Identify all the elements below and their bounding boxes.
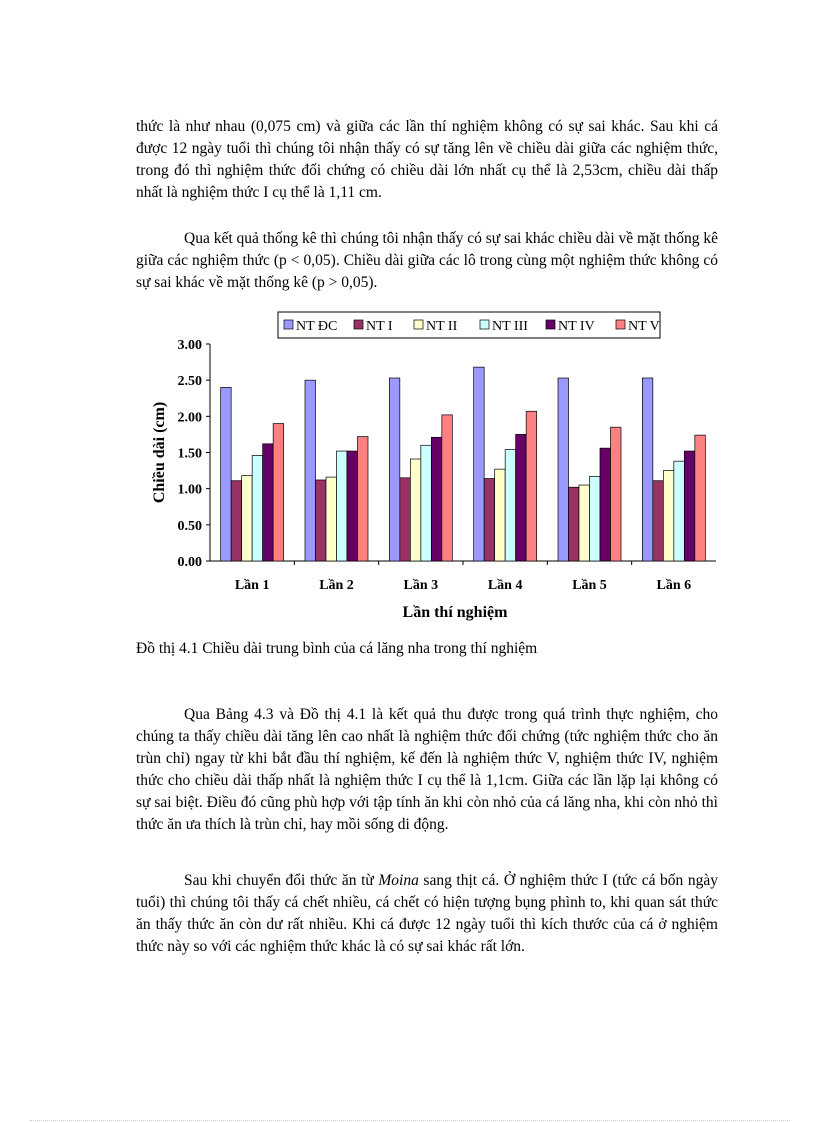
legend-label: NT V: [628, 319, 660, 334]
bar: [347, 451, 358, 561]
legend-label: NT II: [426, 319, 458, 334]
legend-swatch: [354, 320, 363, 329]
bar: [316, 480, 327, 561]
paragraph-2: Qua kết quả thống kê thì chúng tôi nhận thấy có sự sai khác chiều dài về mặt thống kê giữa các nghiệm thức (p < 0,05). Chiều dài giữa các lô trong cùng một nghiệm thức không có sự sai khác về mặt thống kê (p > 0,05).: [136, 230, 718, 291]
bar: [600, 448, 611, 561]
y-tick-label: 2.00: [177, 410, 202, 426]
bar: [400, 478, 411, 561]
x-tick-label: Lần 6: [656, 578, 692, 593]
bar: [516, 434, 527, 561]
paragraph-4: [136, 870, 718, 958]
paragraph-1: thức là như nhau (0,075 cm) và giữa các lần thí nghiệm không có sự sai khác. Sau khi cá được 12 ngày tuổi thì chúng tôi nhận thấy có sự tăng lên về chiều dài giữa các nghiệm thức, trong đó thì nghiệm thức đối chứng có chiều dài lớn nhất cụ thể là 2,53cm, chiều dài thấp nhất là nghiệm thức I cụ thể là 1,11 cm.: [136, 118, 718, 201]
y-tick-label: 2.50: [177, 374, 202, 390]
y-tick-label: 3.00: [177, 338, 202, 353]
bar: [590, 476, 601, 561]
bar: [558, 378, 569, 561]
bar: [305, 380, 316, 561]
bar: [674, 461, 685, 561]
length-bar-chart: [148, 308, 718, 638]
bar: [505, 450, 515, 561]
bar: [663, 471, 674, 561]
bar: [358, 437, 369, 561]
bar: [442, 415, 453, 561]
bar: [474, 367, 485, 561]
bar: [695, 435, 706, 561]
x-tick-label: Lần 1: [234, 578, 270, 593]
bar: [684, 451, 695, 561]
legend-swatch: [414, 320, 423, 329]
bar: [579, 485, 590, 561]
y-tick-label: 1.50: [177, 446, 202, 462]
legend-label: NT IV: [558, 319, 595, 334]
x-axis-title: Lần thí nghiệm: [402, 604, 508, 621]
legend-label: NT ĐC: [296, 319, 338, 334]
paragraph-3: Qua Bảng 4.3 và Đồ thị 4.1 là kết quả thu được trong quá trình thực nghiệm, cho chúng ta thấy chiều dài tăng lên cao nhất là nghiệm thức đối chứng (tức nghiệm thức cho ăn trùn chỉ) ngay từ khi bắt đầu thí nghiệm, kế đến là nghiệm thức V, nghiệm thức IV, nghiệm thức cho chiều dài thấp nhất là nghiệm thức I cụ thể là 1,1cm. Giữa các lần lặp lại không có sự sai biệt. Điều đó cũng phù hợp với tập tính ăn khi còn nhỏ của cá lăng nha, khi còn nhỏ thì thức ăn ưa thích là trùn chỉ, hay mồi sống di động.: [136, 706, 718, 833]
paragraph-4-text-b: sang thịt cá. Ở nghiệm thức I (tức cá bốn ngày tuổi) thì chúng tôi thấy cá chết nhiều, cá chết có hiện tượng bụng phình to, khi quan sát thức ăn thấy thức ăn còn dư rất nhiều. Khi cá được 12 ngày tuổi thì kích thước của cá ở nghiệm thức này so với các nghiệm thức khác là có sự sai khác rất lớn.: [136, 872, 718, 955]
x-tick-label: Lần 3: [403, 578, 439, 593]
paragraph-4-text-a: Sau khi chuyển đổi thức ăn từ: [184, 872, 379, 889]
legend-label: NT III: [492, 319, 528, 334]
bar: [242, 476, 253, 561]
bar: [231, 481, 242, 561]
y-axis-title: Chiều dài (cm): [151, 401, 168, 504]
legend-swatch: [284, 320, 293, 329]
bar: [410, 459, 421, 561]
legend-swatch: [546, 320, 555, 329]
bar: [252, 455, 263, 561]
paragraph-4-italic-term: Moina: [378, 872, 419, 889]
bar: [337, 451, 348, 561]
bar: [611, 427, 622, 561]
bar: [273, 424, 284, 561]
bar: [421, 445, 432, 561]
legend-swatch: [480, 320, 489, 329]
y-tick-label: 0.00: [177, 555, 202, 570]
chart-caption: Đồ thị 4.1 Chiều dài trung bình của cá lăng nha trong thí nghiệm: [136, 640, 538, 657]
legend-swatch: [616, 320, 625, 329]
bar: [431, 437, 442, 561]
y-tick-label: 0.50: [177, 518, 202, 534]
bar: [326, 477, 337, 561]
legend-label: NT I: [366, 319, 393, 334]
x-tick-label: Lần 4: [487, 578, 523, 593]
bar: [653, 481, 664, 561]
bar: [221, 387, 232, 561]
bar: [642, 378, 653, 561]
bar: [484, 479, 495, 561]
bar: [389, 378, 400, 561]
x-tick-label: Lần 2: [319, 578, 354, 593]
bar: [495, 469, 506, 561]
x-tick-label: Lần 5: [572, 578, 607, 593]
page-bottom-divider: [30, 1120, 790, 1121]
y-tick-label: 1.00: [177, 482, 202, 498]
bar: [263, 444, 274, 561]
bar: [569, 487, 580, 561]
bar: [526, 411, 537, 561]
